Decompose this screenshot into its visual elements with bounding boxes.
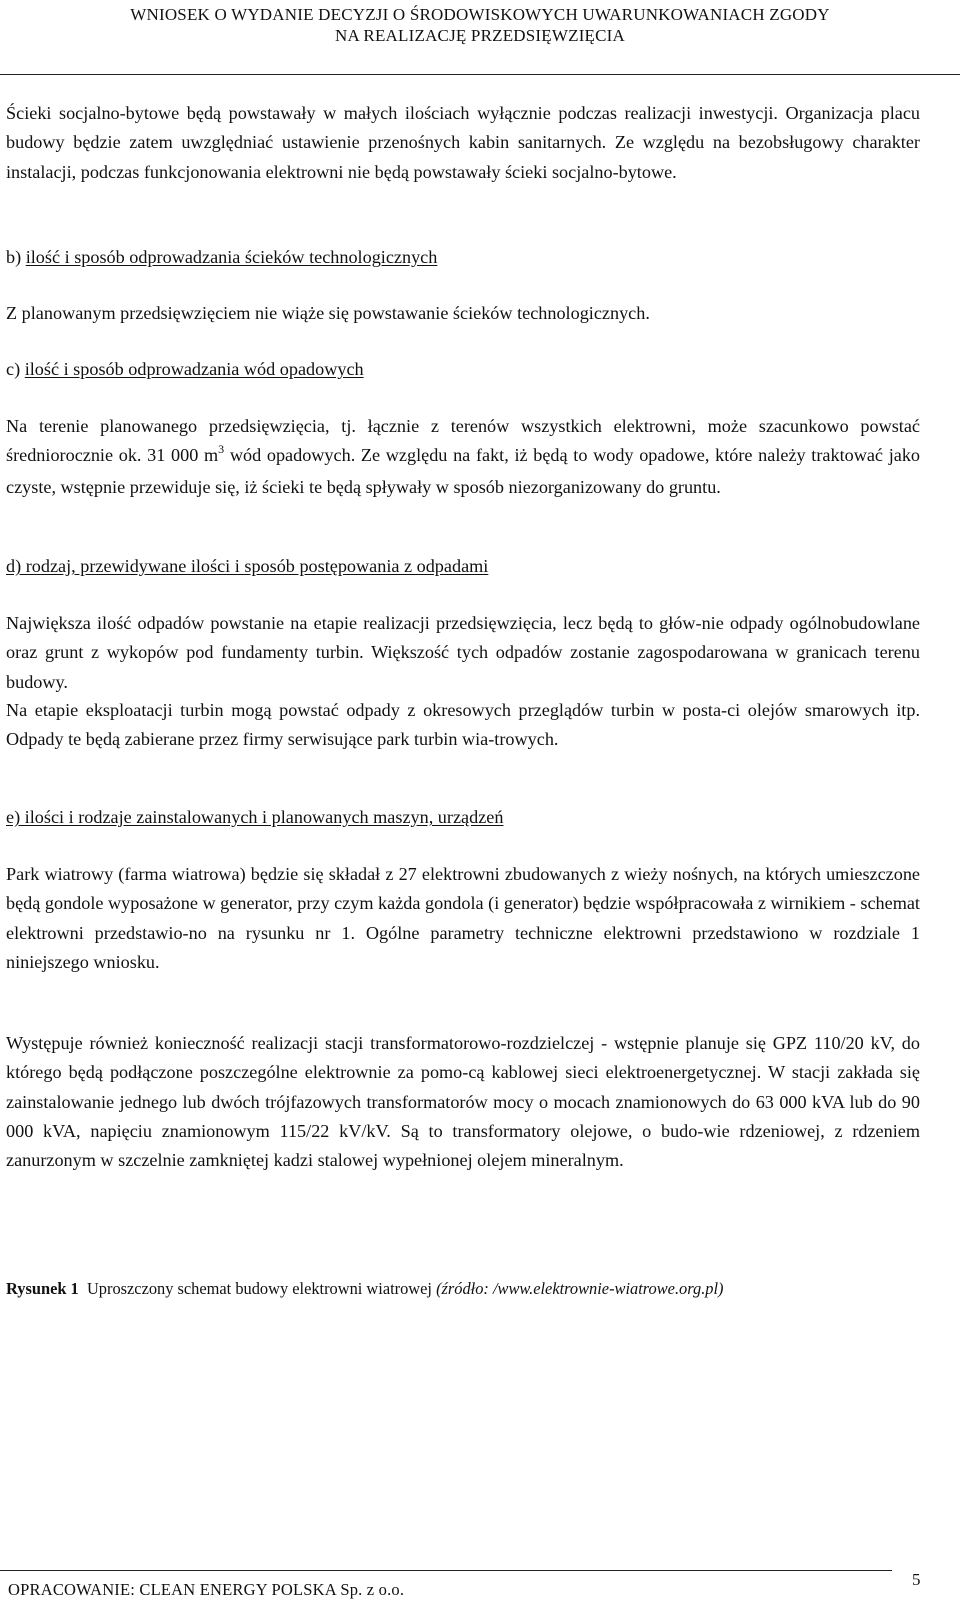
section-d-paragraph-1: Największa ilość odpadów powstanie na etapie realizacji przedsięwzięcia, lecz będą to głów-nie odpady ogólnobudowlane oraz grunt z wykopów pod fundamenty turbin. Większość tych odpadów zostanie zagospodarowana w granicach terenu budowy. (6, 613, 920, 692)
header-divider (0, 74, 960, 75)
header-line-2: NA REALIZACJĘ PRZEDSIĘWZIĘCIA (334, 26, 626, 45)
section-c-prefix: c) (6, 359, 25, 379)
figure-source: (źródło: /www.elektrownie-wiatrowe.org.pl) (436, 1279, 724, 1298)
document-header (0, 4, 960, 46)
section-b-prefix: b) (6, 247, 26, 267)
section-c-superscript: 3 (218, 442, 225, 457)
section-c-heading-text: ilość i sposób odprowadzania wód opadowych (24, 359, 364, 379)
section-c-heading (6, 355, 364, 384)
footer-text: OPRACOWANIE: CLEAN ENERGY POLSKA Sp. z o.o. (8, 1580, 405, 1599)
section-c-paragraph (6, 412, 920, 502)
header-line-1: WNIOSEK O WYDANIE DECYZJI O ŚRODOWISKOWYCH UWARUNKOWANIACH ZGODY (130, 5, 830, 24)
section-d-heading: d) rodzaj, przewidywane ilości i sposób postępowania z odpadami (6, 556, 489, 576)
footer-divider (0, 1570, 892, 1571)
section-d-paragraph-2: Na etapie eksploatacji turbin mogą powstać odpady z okresowych przeglądów turbin w posta-ci olejów smarowych itp. Odpady te będą zabierane przez firmy serwisujące park turbin wia-trowych. (6, 700, 920, 750)
section-c-text-end: wód opadowych. Ze względu na fakt, iż będą to wody opadowe, które należy traktować jako czyste, wstępnie przewiduje się, iż ścieki te będą spływały w sposób niezorganizowany do gruntu. (6, 445, 921, 497)
page-number: 5 (912, 1570, 921, 1589)
section-a-paragraph: Ścieki socjalno-bytowe będą powstawały w małych ilościach wyłącznie podczas realizacji inwestycji. Organizacja placu budowy będzie zatem uwzględniać ustawienie przenośnych kabin sanitarnych. Ze względu na bezobsługowy charakter instalacji, podczas funkcjonowania elektrowni nie będą powstawały ścieki socjalno-bytowe. (6, 103, 920, 182)
figure-caption-text: Uproszczony schemat budowy elektrowni wiatrowej (86, 1279, 432, 1298)
section-e-paragraph-1: Park wiatrowy (farma wiatrowa) będzie się składał z 27 elektrowni zbudowanych z wieży nośnych, na których umieszczone będą gondole wyposażone w generator, przy czym każda gondola (i generator) będzie współpracowała z wirnikiem - schemat elektrowni przedstawio-no na rysunku nr 1. Ogólne parametry techniczne elektrowni przedstawiono w rozdziale 1 niniejszego wniosku. (6, 864, 920, 972)
section-e-heading: e) ilości i rodzaje zainstalowanych i planowanych maszyn, urządzeń (6, 807, 504, 827)
section-b-heading (6, 243, 437, 272)
section-b-heading-text: ilość i sposób odprowadzania ścieków technologicznych (25, 247, 438, 267)
figure-caption (6, 1278, 936, 1300)
section-b-paragraph: Z planowanym przedsięwzięciem nie wiąże się powstawanie ścieków technologicznych. (6, 303, 650, 323)
section-e-paragraph-2: Występuje również konieczność realizacji stacji transformatorowo-rozdzielczej - wstępnie planuje się GPZ 110/20 kV, do którego będą podłączone poszczególne elektrownie za pomo-cą kablowej sieci elektroenergetycznej. W stacji zakłada się zainstalowanie jednego lub dwóch trójfazowych transformatorów mocy o mocach znamionowych do 63 000 kVA lub do 90 000 kVA, napięciu znamionowym 115/22 kV/kV. Są to transformatory olejowe, o budo-wie rdzeniowej, z rdzeniem zanurzonym w szczelnie zamkniętej kadzi stalowej wypełnionej olejem mineralnym. (6, 1033, 920, 1171)
section-c-text-start: Na terenie planowanego przedsięwzięcia, tj. łącznie z terenów wszystkich elektrowni, może szacunkowo powstać średniorocznie ok. 31 000 m (6, 416, 920, 466)
figure-label: Rysunek 1 (6, 1279, 79, 1298)
